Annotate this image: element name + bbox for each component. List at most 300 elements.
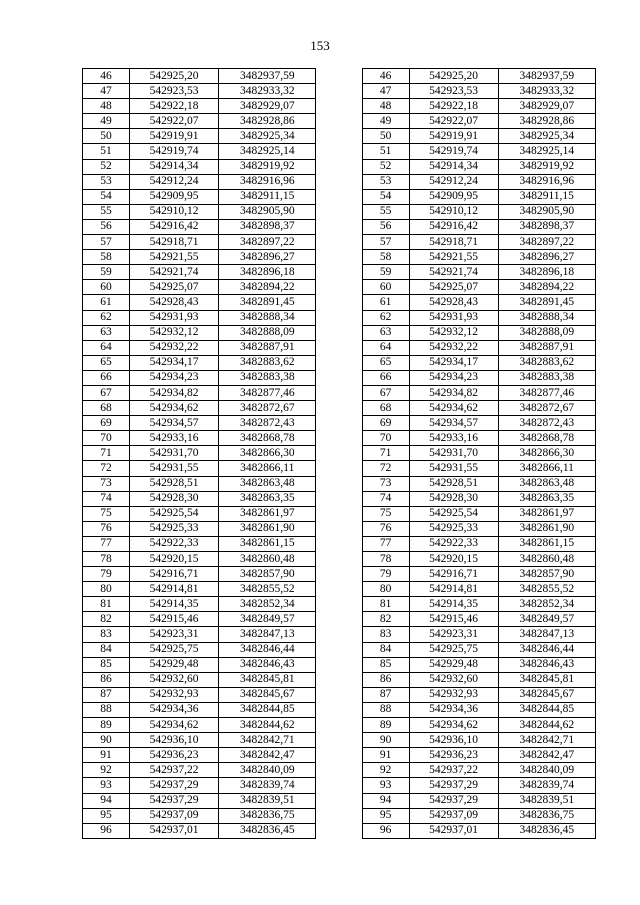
table-row (83, 521, 596, 536)
right-x-coordinate: 542934,62 (409, 718, 498, 733)
right-point-number: 80 (362, 582, 409, 597)
left-point-number: 48 (83, 99, 130, 114)
left-x-coordinate: 542910,12 (130, 204, 219, 219)
left-x-coordinate: 542925,20 (130, 69, 219, 84)
left-point-number: 83 (83, 627, 130, 642)
right-point-number: 68 (362, 401, 409, 416)
right-x-coordinate: 542932,12 (409, 325, 498, 340)
right-y-coordinate: 3482898,37 (498, 219, 595, 234)
right-x-coordinate: 542909,95 (409, 189, 498, 204)
right-x-coordinate: 542916,42 (409, 219, 498, 234)
table-row (83, 250, 596, 265)
left-y-coordinate: 3482861,15 (219, 536, 316, 551)
right-x-coordinate: 542937,22 (409, 763, 498, 778)
right-y-coordinate: 3482844,62 (498, 718, 595, 733)
left-y-coordinate: 3482852,34 (219, 597, 316, 612)
right-point-number: 92 (362, 763, 409, 778)
left-y-coordinate: 3482928,86 (219, 114, 316, 129)
right-y-coordinate: 3482928,86 (498, 114, 595, 129)
right-y-coordinate: 3482861,97 (498, 506, 595, 521)
left-y-coordinate: 3482846,43 (219, 657, 316, 672)
left-y-coordinate: 3482891,45 (219, 295, 316, 310)
column-gap (316, 687, 362, 702)
left-point-number: 90 (83, 733, 130, 748)
right-y-coordinate: 3482883,62 (498, 355, 595, 370)
column-gap (316, 401, 362, 416)
right-point-number: 58 (362, 250, 409, 265)
right-x-coordinate: 542922,18 (409, 99, 498, 114)
right-x-coordinate: 542918,71 (409, 235, 498, 250)
column-gap (316, 597, 362, 612)
right-x-coordinate: 542921,55 (409, 250, 498, 265)
right-point-number: 52 (362, 159, 409, 174)
table-row (83, 416, 596, 431)
right-x-coordinate: 542928,30 (409, 491, 498, 506)
right-point-number: 91 (362, 748, 409, 763)
right-y-coordinate: 3482877,46 (498, 385, 595, 400)
left-x-coordinate: 542937,29 (130, 778, 219, 793)
right-x-coordinate: 542919,91 (409, 129, 498, 144)
right-point-number: 77 (362, 536, 409, 551)
left-point-number: 59 (83, 265, 130, 280)
left-x-coordinate: 542937,01 (130, 823, 219, 838)
left-point-number: 70 (83, 431, 130, 446)
column-gap (316, 627, 362, 642)
right-point-number: 71 (362, 446, 409, 461)
left-y-coordinate: 3482849,57 (219, 612, 316, 627)
right-y-coordinate: 3482846,44 (498, 642, 595, 657)
table-row (83, 657, 596, 672)
left-point-number: 86 (83, 672, 130, 687)
left-y-coordinate: 3482839,51 (219, 793, 316, 808)
column-gap (316, 461, 362, 476)
column-gap (316, 114, 362, 129)
right-x-coordinate: 542923,31 (409, 627, 498, 642)
right-point-number: 50 (362, 129, 409, 144)
left-point-number: 91 (83, 748, 130, 763)
table-row (83, 355, 596, 370)
right-x-coordinate: 542931,93 (409, 310, 498, 325)
left-point-number: 74 (83, 491, 130, 506)
column-gap (316, 84, 362, 99)
left-x-coordinate: 542916,71 (130, 567, 219, 582)
left-point-number: 78 (83, 552, 130, 567)
right-point-number: 74 (362, 491, 409, 506)
table-row (83, 506, 596, 521)
left-point-number: 93 (83, 778, 130, 793)
left-y-coordinate: 3482872,43 (219, 416, 316, 431)
right-y-coordinate: 3482888,09 (498, 325, 595, 340)
left-point-number: 67 (83, 385, 130, 400)
right-point-number: 63 (362, 325, 409, 340)
left-x-coordinate: 542934,17 (130, 355, 219, 370)
left-point-number: 47 (83, 84, 130, 99)
left-y-coordinate: 3482894,22 (219, 280, 316, 295)
table-row (83, 476, 596, 491)
right-y-coordinate: 3482844,85 (498, 702, 595, 717)
right-y-coordinate: 3482863,35 (498, 491, 595, 506)
table-row (83, 672, 596, 687)
right-y-coordinate: 3482836,75 (498, 808, 595, 823)
left-y-coordinate: 3482887,91 (219, 340, 316, 355)
left-y-coordinate: 3482855,52 (219, 582, 316, 597)
column-gap (316, 718, 362, 733)
right-x-coordinate: 542922,07 (409, 114, 498, 129)
left-point-number: 61 (83, 295, 130, 310)
left-x-coordinate: 542915,46 (130, 612, 219, 627)
column-gap (316, 733, 362, 748)
right-y-coordinate: 3482896,27 (498, 250, 595, 265)
right-x-coordinate: 542937,29 (409, 793, 498, 808)
left-x-coordinate: 542922,33 (130, 536, 219, 551)
table-row (83, 446, 596, 461)
left-point-number: 66 (83, 370, 130, 385)
column-gap (316, 219, 362, 234)
right-x-coordinate: 542925,54 (409, 506, 498, 521)
left-point-number: 52 (83, 159, 130, 174)
left-x-coordinate: 542931,93 (130, 310, 219, 325)
right-y-coordinate: 3482887,91 (498, 340, 595, 355)
left-y-coordinate: 3482866,30 (219, 446, 316, 461)
left-y-coordinate: 3482836,45 (219, 823, 316, 838)
right-y-coordinate: 3482842,47 (498, 748, 595, 763)
right-y-coordinate: 3482845,67 (498, 687, 595, 702)
left-point-number: 92 (83, 763, 130, 778)
right-y-coordinate: 3482847,13 (498, 627, 595, 642)
table-row (83, 612, 596, 627)
right-x-coordinate: 542925,33 (409, 521, 498, 536)
table-row (83, 491, 596, 506)
column-gap (316, 385, 362, 400)
right-y-coordinate: 3482925,34 (498, 129, 595, 144)
table-row (83, 597, 596, 612)
right-y-coordinate: 3482896,18 (498, 265, 595, 280)
right-point-number: 85 (362, 657, 409, 672)
left-x-coordinate: 542931,70 (130, 446, 219, 461)
column-gap (316, 355, 362, 370)
left-y-coordinate: 3482863,35 (219, 491, 316, 506)
left-y-coordinate: 3482898,37 (219, 219, 316, 234)
right-point-number: 53 (362, 174, 409, 189)
left-x-coordinate: 542937,22 (130, 763, 219, 778)
table-row (83, 687, 596, 702)
left-x-coordinate: 542934,82 (130, 385, 219, 400)
left-x-coordinate: 542932,60 (130, 672, 219, 687)
right-x-coordinate: 542923,53 (409, 84, 498, 99)
column-gap (316, 99, 362, 114)
left-point-number: 68 (83, 401, 130, 416)
right-x-coordinate: 542932,60 (409, 672, 498, 687)
right-y-coordinate: 3482866,30 (498, 446, 595, 461)
left-y-coordinate: 3482861,97 (219, 506, 316, 521)
table-row (83, 99, 596, 114)
left-point-number: 73 (83, 476, 130, 491)
left-x-coordinate: 542928,30 (130, 491, 219, 506)
column-gap (316, 129, 362, 144)
left-y-coordinate: 3482883,62 (219, 355, 316, 370)
right-y-coordinate: 3482916,96 (498, 174, 595, 189)
left-point-number: 65 (83, 355, 130, 370)
column-gap (316, 657, 362, 672)
right-point-number: 69 (362, 416, 409, 431)
left-y-coordinate: 3482919,92 (219, 159, 316, 174)
right-point-number: 76 (362, 521, 409, 536)
right-x-coordinate: 542934,82 (409, 385, 498, 400)
left-point-number: 54 (83, 189, 130, 204)
right-point-number: 93 (362, 778, 409, 793)
right-x-coordinate: 542920,15 (409, 552, 498, 567)
table-row (83, 295, 596, 310)
left-y-coordinate: 3482863,48 (219, 476, 316, 491)
left-y-coordinate: 3482896,27 (219, 250, 316, 265)
left-point-number: 88 (83, 702, 130, 717)
table-row (83, 808, 596, 823)
left-point-number: 85 (83, 657, 130, 672)
left-x-coordinate: 542912,24 (130, 174, 219, 189)
left-point-number: 77 (83, 536, 130, 551)
column-gap (316, 340, 362, 355)
table-row (83, 340, 596, 355)
left-point-number: 56 (83, 219, 130, 234)
right-point-number: 87 (362, 687, 409, 702)
left-x-coordinate: 542936,10 (130, 733, 219, 748)
left-x-coordinate: 542921,74 (130, 265, 219, 280)
left-x-coordinate: 542923,53 (130, 84, 219, 99)
left-y-coordinate: 3482868,78 (219, 431, 316, 446)
right-x-coordinate: 542932,93 (409, 687, 498, 702)
left-y-coordinate: 3482897,22 (219, 235, 316, 250)
left-y-coordinate: 3482857,90 (219, 567, 316, 582)
right-x-coordinate: 542916,71 (409, 567, 498, 582)
left-point-number: 79 (83, 567, 130, 582)
coordinates-table (82, 68, 596, 839)
left-y-coordinate: 3482916,96 (219, 174, 316, 189)
left-x-coordinate: 542936,23 (130, 748, 219, 763)
left-x-coordinate: 542919,91 (130, 129, 219, 144)
left-y-coordinate: 3482842,47 (219, 748, 316, 763)
left-x-coordinate: 542922,07 (130, 114, 219, 129)
left-x-coordinate: 542937,29 (130, 793, 219, 808)
table-row (83, 370, 596, 385)
left-y-coordinate: 3482925,14 (219, 144, 316, 159)
right-y-coordinate: 3482911,15 (498, 189, 595, 204)
right-x-coordinate: 542912,24 (409, 174, 498, 189)
left-x-coordinate: 542925,07 (130, 280, 219, 295)
table-row (83, 189, 596, 204)
left-point-number: 62 (83, 310, 130, 325)
column-gap (316, 265, 362, 280)
right-y-coordinate: 3482849,57 (498, 612, 595, 627)
left-y-coordinate: 3482844,62 (219, 718, 316, 733)
right-point-number: 95 (362, 808, 409, 823)
table-row (83, 536, 596, 551)
right-point-number: 66 (362, 370, 409, 385)
table-row (83, 718, 596, 733)
table-row (83, 552, 596, 567)
right-y-coordinate: 3482846,43 (498, 657, 595, 672)
table-row (83, 235, 596, 250)
column-gap (316, 69, 362, 84)
right-x-coordinate: 542928,43 (409, 295, 498, 310)
right-point-number: 88 (362, 702, 409, 717)
right-y-coordinate: 3482897,22 (498, 235, 595, 250)
left-x-coordinate: 542920,15 (130, 552, 219, 567)
left-x-coordinate: 542932,12 (130, 325, 219, 340)
left-point-number: 75 (83, 506, 130, 521)
table-row (83, 219, 596, 234)
right-x-coordinate: 542937,01 (409, 823, 498, 838)
left-point-number: 53 (83, 174, 130, 189)
right-point-number: 72 (362, 461, 409, 476)
right-point-number: 49 (362, 114, 409, 129)
left-y-coordinate: 3482929,07 (219, 99, 316, 114)
left-x-coordinate: 542928,43 (130, 295, 219, 310)
left-x-coordinate: 542925,33 (130, 521, 219, 536)
right-x-coordinate: 542921,74 (409, 265, 498, 280)
right-y-coordinate: 3482839,51 (498, 793, 595, 808)
right-y-coordinate: 3482883,38 (498, 370, 595, 385)
column-gap (316, 567, 362, 582)
table-row (83, 431, 596, 446)
table-row (83, 567, 596, 582)
right-y-coordinate: 3482840,09 (498, 763, 595, 778)
table-row (83, 265, 596, 280)
right-x-coordinate: 542919,74 (409, 144, 498, 159)
left-y-coordinate: 3482839,74 (219, 778, 316, 793)
right-x-coordinate: 542932,22 (409, 340, 498, 355)
left-y-coordinate: 3482845,81 (219, 672, 316, 687)
table-row (83, 627, 596, 642)
left-y-coordinate: 3482866,11 (219, 461, 316, 476)
left-y-coordinate: 3482925,34 (219, 129, 316, 144)
table-row (83, 778, 596, 793)
right-x-coordinate: 542934,36 (409, 702, 498, 717)
right-x-coordinate: 542922,33 (409, 536, 498, 551)
left-point-number: 89 (83, 718, 130, 733)
right-x-coordinate: 542936,10 (409, 733, 498, 748)
table-row (83, 385, 596, 400)
right-y-coordinate: 3482861,90 (498, 521, 595, 536)
left-x-coordinate: 542931,55 (130, 461, 219, 476)
column-gap (316, 702, 362, 717)
left-x-coordinate: 542932,22 (130, 340, 219, 355)
left-x-coordinate: 542934,36 (130, 702, 219, 717)
right-x-coordinate: 542929,48 (409, 657, 498, 672)
table-row (83, 69, 596, 84)
left-x-coordinate: 542934,57 (130, 416, 219, 431)
right-y-coordinate: 3482894,22 (498, 280, 595, 295)
column-gap (316, 793, 362, 808)
coordinates-table-body (83, 69, 596, 839)
left-point-number: 64 (83, 340, 130, 355)
column-gap (316, 778, 362, 793)
column-gap (316, 431, 362, 446)
left-y-coordinate: 3482933,32 (219, 84, 316, 99)
left-point-number: 72 (83, 461, 130, 476)
column-gap (316, 204, 362, 219)
table-row (83, 748, 596, 763)
left-y-coordinate: 3482911,15 (219, 189, 316, 204)
right-x-coordinate: 542934,17 (409, 355, 498, 370)
column-gap (316, 763, 362, 778)
left-point-number: 69 (83, 416, 130, 431)
right-y-coordinate: 3482842,71 (498, 733, 595, 748)
left-y-coordinate: 3482888,34 (219, 310, 316, 325)
right-point-number: 57 (362, 235, 409, 250)
right-point-number: 89 (362, 718, 409, 733)
left-x-coordinate: 542933,16 (130, 431, 219, 446)
right-point-number: 84 (362, 642, 409, 657)
right-point-number: 67 (362, 385, 409, 400)
left-y-coordinate: 3482847,13 (219, 627, 316, 642)
right-point-number: 55 (362, 204, 409, 219)
right-x-coordinate: 542936,23 (409, 748, 498, 763)
column-gap (316, 235, 362, 250)
table-row (83, 793, 596, 808)
right-point-number: 70 (362, 431, 409, 446)
left-x-coordinate: 542914,81 (130, 582, 219, 597)
left-y-coordinate: 3482896,18 (219, 265, 316, 280)
left-x-coordinate: 542929,48 (130, 657, 219, 672)
left-y-coordinate: 3482937,59 (219, 69, 316, 84)
column-gap (316, 506, 362, 521)
right-x-coordinate: 542928,51 (409, 476, 498, 491)
left-point-number: 94 (83, 793, 130, 808)
column-gap (316, 823, 362, 838)
table-row (83, 763, 596, 778)
column-gap (316, 552, 362, 567)
left-y-coordinate: 3482888,09 (219, 325, 316, 340)
column-gap (316, 189, 362, 204)
column-gap (316, 491, 362, 506)
right-point-number: 64 (362, 340, 409, 355)
right-point-number: 59 (362, 265, 409, 280)
left-x-coordinate: 542916,42 (130, 219, 219, 234)
right-point-number: 51 (362, 144, 409, 159)
left-point-number: 96 (83, 823, 130, 838)
right-point-number: 86 (362, 672, 409, 687)
table-row (83, 310, 596, 325)
right-x-coordinate: 542910,12 (409, 204, 498, 219)
left-point-number: 80 (83, 582, 130, 597)
right-y-coordinate: 3482866,11 (498, 461, 595, 476)
right-y-coordinate: 3482861,15 (498, 536, 595, 551)
right-y-coordinate: 3482852,34 (498, 597, 595, 612)
left-x-coordinate: 542934,23 (130, 370, 219, 385)
column-gap (316, 325, 362, 340)
table-row (83, 84, 596, 99)
right-y-coordinate: 3482863,48 (498, 476, 595, 491)
column-gap (316, 159, 362, 174)
left-x-coordinate: 542932,93 (130, 687, 219, 702)
right-x-coordinate: 542934,62 (409, 401, 498, 416)
left-y-coordinate: 3482844,85 (219, 702, 316, 717)
left-point-number: 81 (83, 597, 130, 612)
column-gap (316, 295, 362, 310)
right-point-number: 96 (362, 823, 409, 838)
left-x-coordinate: 542909,95 (130, 189, 219, 204)
table-row (83, 642, 596, 657)
table-row (83, 204, 596, 219)
right-point-number: 73 (362, 476, 409, 491)
right-y-coordinate: 3482891,45 (498, 295, 595, 310)
right-point-number: 47 (362, 84, 409, 99)
right-x-coordinate: 542937,29 (409, 778, 498, 793)
right-x-coordinate: 542933,16 (409, 431, 498, 446)
right-point-number: 56 (362, 219, 409, 234)
table-row (83, 129, 596, 144)
right-y-coordinate: 3482868,78 (498, 431, 595, 446)
